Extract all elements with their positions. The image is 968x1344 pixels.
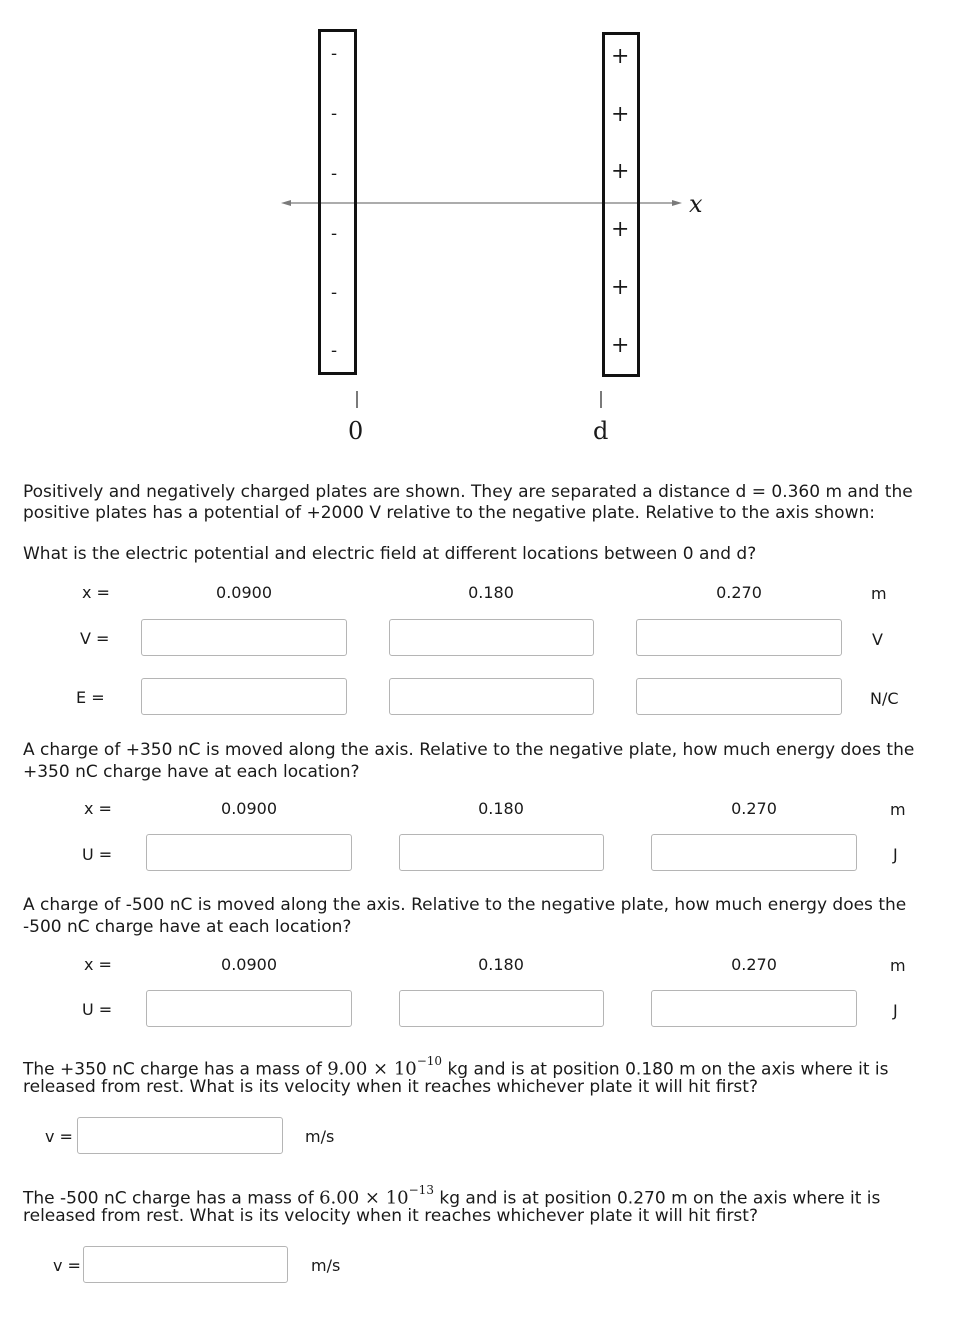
v-label: V = xyxy=(80,629,110,648)
plates-diagram xyxy=(0,0,968,460)
part4-post: kg and is at position 0.180 m on the axis where it is xyxy=(442,1059,889,1080)
x-unit: m xyxy=(890,800,906,819)
u-input-x2[interactable] xyxy=(399,834,604,871)
v-input-x3[interactable] xyxy=(636,619,842,656)
positive-sign: + xyxy=(611,44,630,69)
e-label: E = xyxy=(76,688,105,707)
part5-question-line2: released from rest. What is its velocity when it reaches whichever plate it will hit first? xyxy=(23,1206,758,1226)
part5-post: kg and is at position 0.270 m on the axis where it is xyxy=(433,1188,881,1209)
x-value: 0.180 xyxy=(468,583,514,602)
velocity-unit: m/s xyxy=(305,1127,335,1146)
intro-line: Positively and negatively charged plates are shown. They are separated a distance d = 0.360 m and the xyxy=(23,482,913,502)
positive-sign: + xyxy=(611,102,630,127)
velocity-unit: m/s xyxy=(311,1256,341,1275)
u-input-x2[interactable] xyxy=(399,990,604,1027)
label-d: d xyxy=(593,417,609,445)
x-unit: m xyxy=(871,584,887,603)
velocity-label: v = xyxy=(45,1127,73,1146)
x-label: x = xyxy=(84,799,112,818)
e-input-x2[interactable] xyxy=(389,678,594,715)
x-value: 0.0900 xyxy=(221,799,277,818)
label-zero: 0 xyxy=(348,417,364,445)
x-value: 0.180 xyxy=(478,955,524,974)
e-input-x3[interactable] xyxy=(636,678,842,715)
u-unit: J xyxy=(893,1001,898,1020)
part4-exponent: −10 xyxy=(416,1054,443,1068)
intro-line: positive plates has a potential of +2000 V relative to the negative plate. Relative to the axis shown: xyxy=(23,503,875,523)
positive-sign: + xyxy=(611,333,630,358)
u-input-x3[interactable] xyxy=(651,834,857,871)
x-value: 0.0900 xyxy=(221,955,277,974)
u-input-x3[interactable] xyxy=(651,990,857,1027)
velocity-label: v = xyxy=(53,1256,81,1275)
positive-sign: + xyxy=(611,159,630,184)
part3-question: -500 nC charge have at each location? xyxy=(23,917,352,937)
positive-sign: + xyxy=(611,217,630,242)
part2-question: +350 nC charge have at each location? xyxy=(23,762,360,782)
negative-plate xyxy=(320,31,356,374)
negative-sign: - xyxy=(331,340,338,361)
v-unit: V xyxy=(872,630,883,649)
negative-sign: - xyxy=(331,163,338,184)
part1-question: What is the electric potential and electric field at different locations between 0 and d? xyxy=(23,544,757,564)
u-input-x1[interactable] xyxy=(146,990,352,1027)
x-value: 0.0900 xyxy=(216,583,272,602)
negative-sign: - xyxy=(331,43,338,64)
part4-mass: 9.00 × 10 xyxy=(327,1058,417,1080)
part4-question-line2: released from rest. What is its velocity when it reaches whichever plate it will hit first? xyxy=(23,1077,758,1097)
x-value: 0.270 xyxy=(731,799,777,818)
x-label: x = xyxy=(82,583,110,602)
negative-sign: - xyxy=(331,223,338,244)
v-input-x2[interactable] xyxy=(389,619,594,656)
part5-exponent: −13 xyxy=(408,1183,434,1197)
x-unit: m xyxy=(890,956,906,975)
e-unit: N/C xyxy=(870,689,899,708)
part5-mass: 6.00 × 10 xyxy=(319,1187,409,1209)
velocity-input-negative-charge[interactable] xyxy=(83,1246,288,1283)
part3-question: A charge of -500 nC is moved along the axis. Relative to the negative plate, how much energy does the xyxy=(23,895,907,915)
axis-left-arrow-icon xyxy=(281,200,291,206)
axis-right-arrow-icon xyxy=(672,200,682,206)
positive-sign: + xyxy=(611,275,630,300)
negative-sign: - xyxy=(331,282,338,303)
e-input-x1[interactable] xyxy=(141,678,347,715)
negative-sign: - xyxy=(331,103,338,124)
part4-pre: The +350 nC charge has a mass of xyxy=(23,1059,328,1080)
x-value: 0.270 xyxy=(716,583,762,602)
u-input-x1[interactable] xyxy=(146,834,352,871)
part2-question: A charge of +350 nC is moved along the axis. Relative to the negative plate, how much energy does the xyxy=(23,740,915,760)
part5-pre: The -500 nC charge has a mass of xyxy=(23,1188,320,1209)
velocity-input-positive-charge[interactable] xyxy=(77,1117,283,1154)
axis-label: x xyxy=(689,190,703,218)
x-value: 0.270 xyxy=(731,955,777,974)
u-label: U = xyxy=(82,845,113,864)
x-value: 0.180 xyxy=(478,799,524,818)
u-label: U = xyxy=(82,1000,113,1019)
x-label: x = xyxy=(84,955,112,974)
v-input-x1[interactable] xyxy=(141,619,347,656)
positive-plate xyxy=(604,34,639,376)
u-unit: J xyxy=(893,845,898,864)
